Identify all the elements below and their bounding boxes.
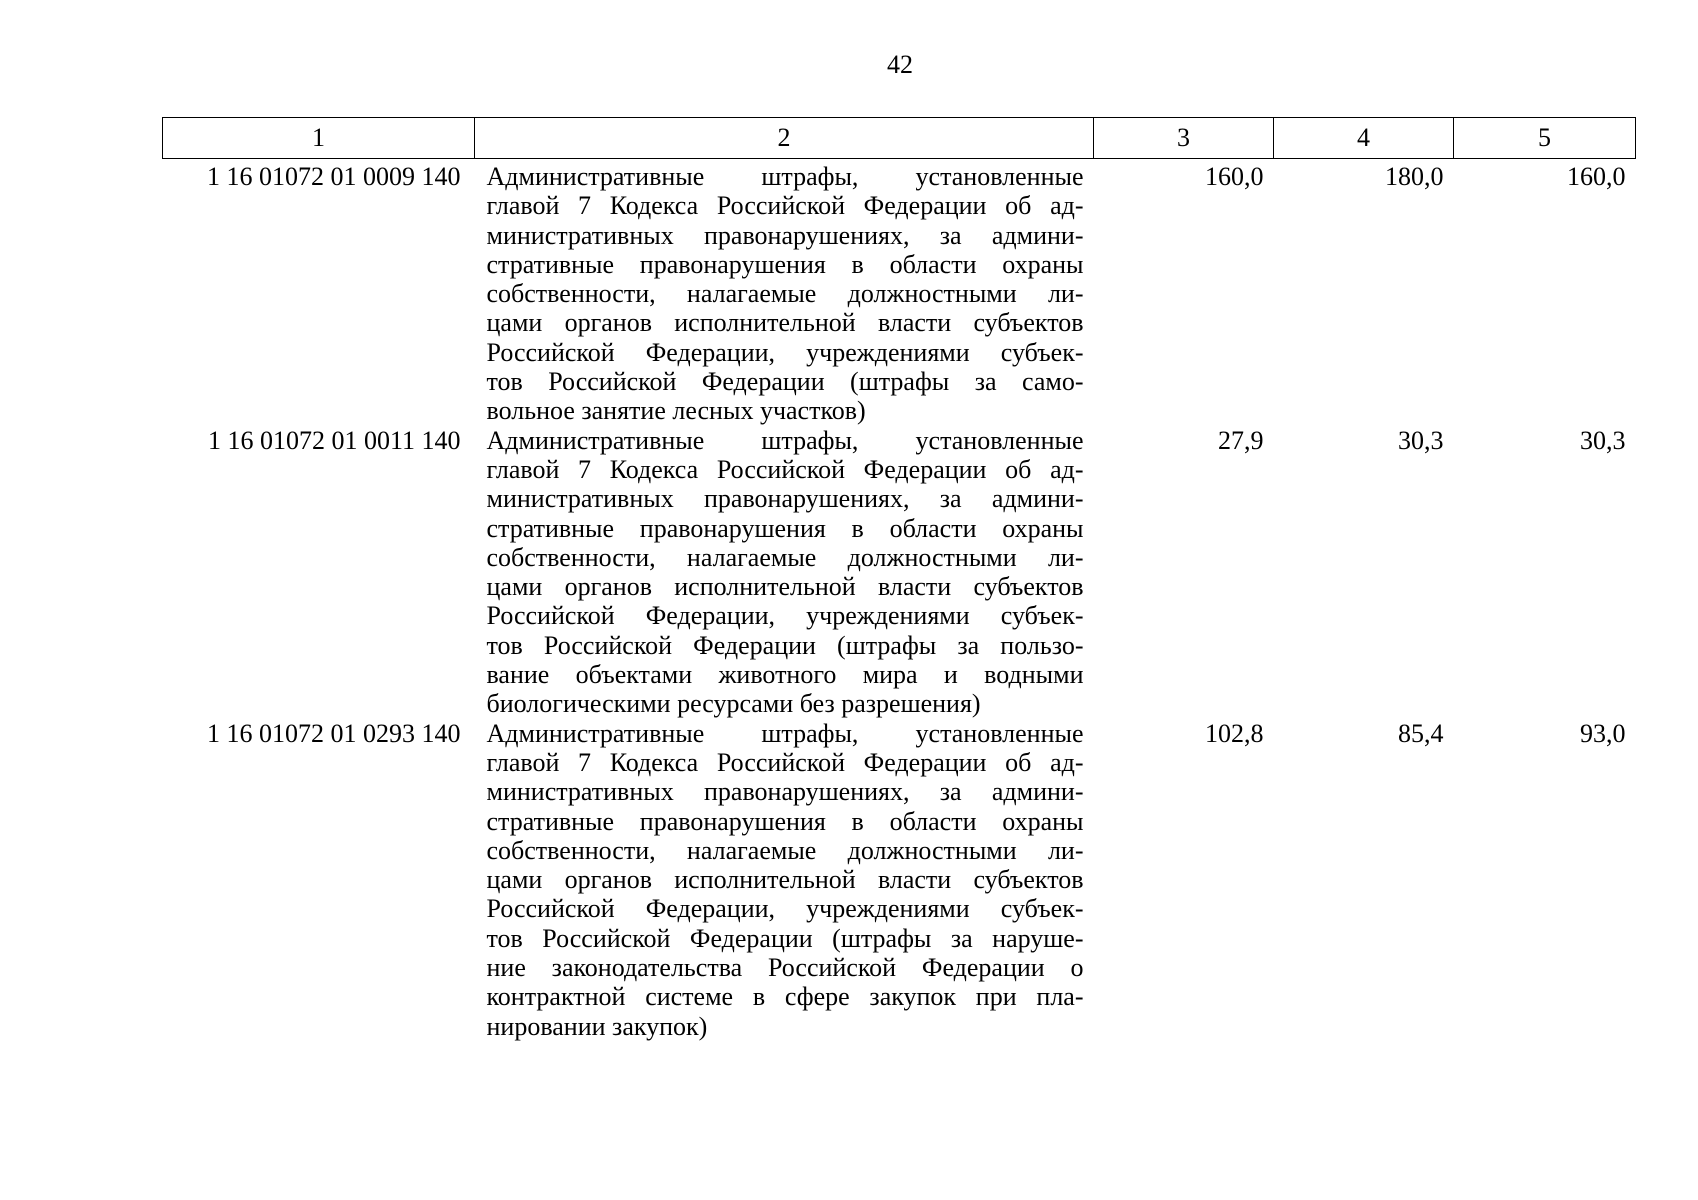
description-line: собственности, налагаемые должностными ли- [486,279,1084,309]
column-header-2: 2 [475,118,1094,159]
budget-table [162,117,1636,1041]
description-line: главой 7 Кодекса Российской Федерации об ад- [486,454,1084,484]
column-header-3: 3 [1094,118,1274,159]
amount-col3: 102,8 [1205,718,1264,748]
description-line: контрактной системе в сфере закупок при пла- [486,982,1084,1012]
description-line: министративных правонарушениях, за админи- [486,220,1084,250]
amount-col4: 180,0 [1385,162,1444,191]
table-row [163,719,1636,1041]
amount-col5: 30,3 [1580,425,1626,455]
description-line: биологическими ресурсами без разрешения) [486,689,981,719]
revenue-code: 1 16 01072 01 0293 140 [207,718,461,748]
amount-col4: 85,4 [1398,718,1444,748]
description-line: стративные правонарушения в области охраны [486,806,1084,836]
description-line: нировании закупок) [486,1011,708,1041]
description-line: вольное занятие лесных участков) [486,396,866,426]
description-line: цами органов исполнительной власти субъектов [486,308,1084,338]
revenue-description [475,426,1094,719]
revenue-code: 1 16 01072 01 0011 140 [207,425,461,455]
description-line: стративные правонарушения в области охраны [486,513,1084,543]
description-line: ние законодательства Российской Федерации о [486,953,1084,983]
description-line: министративных правонарушениях, за админи- [486,484,1084,514]
amount-col4: 30,3 [1398,425,1444,455]
table-header-row [163,118,1636,159]
description-line: тов Российской Федерации (штрафы за наруше- [486,923,1084,953]
description-line: Российской Федерации, учреждениями субъек- [486,601,1084,631]
column-header-5: 5 [1454,118,1636,159]
description-line: собственности, налагаемые должностными ли- [486,835,1084,865]
description-line: цами органов исполнительной власти субъектов [486,865,1084,895]
amount-col3: 27,9 [1218,425,1264,455]
amount-col5: 160,0 [1567,162,1626,191]
description-line: вание объектами животного мира и водными [486,660,1084,690]
description-line: Российской Федерации, учреждениями субъек- [486,894,1084,924]
description-line: министративных правонарушениях, за админи- [486,777,1084,807]
description-line: Российской Федерации, учреждениями субъек- [486,337,1084,367]
description-line: Административные штрафы, установленные [486,718,1084,748]
description-line: Административные штрафы, установленные [486,425,1084,455]
amount-col5: 93,0 [1580,718,1626,748]
description-line: тов Российской Федерации (штрафы за само- [486,367,1084,397]
column-header-4: 4 [1274,118,1454,159]
revenue-description [475,159,1094,426]
revenue-description [475,719,1094,1041]
description-line: главой 7 Кодекса Российской Федерации об ад- [486,191,1084,221]
description-line: главой 7 Кодекса Российской Федерации об ад- [486,747,1084,777]
amount-col3: 160,0 [1205,162,1264,191]
page-number: 42 [887,50,913,79]
description-line: собственности, налагаемые должностными ли- [486,542,1084,572]
description-line: стративные правонарушения в области охраны [486,249,1084,279]
table-row [163,426,1636,719]
description-line: тов Российской Федерации (штрафы за пользо- [486,630,1084,660]
revenue-code: 1 16 01072 01 0009 140 [207,162,461,191]
table-row [163,159,1636,426]
column-header-1: 1 [163,118,475,159]
description-line: цами органов исполнительной власти субъектов [486,572,1084,602]
table-body [163,159,1636,1041]
description-line: Административные штрафы, установленные [486,162,1084,191]
